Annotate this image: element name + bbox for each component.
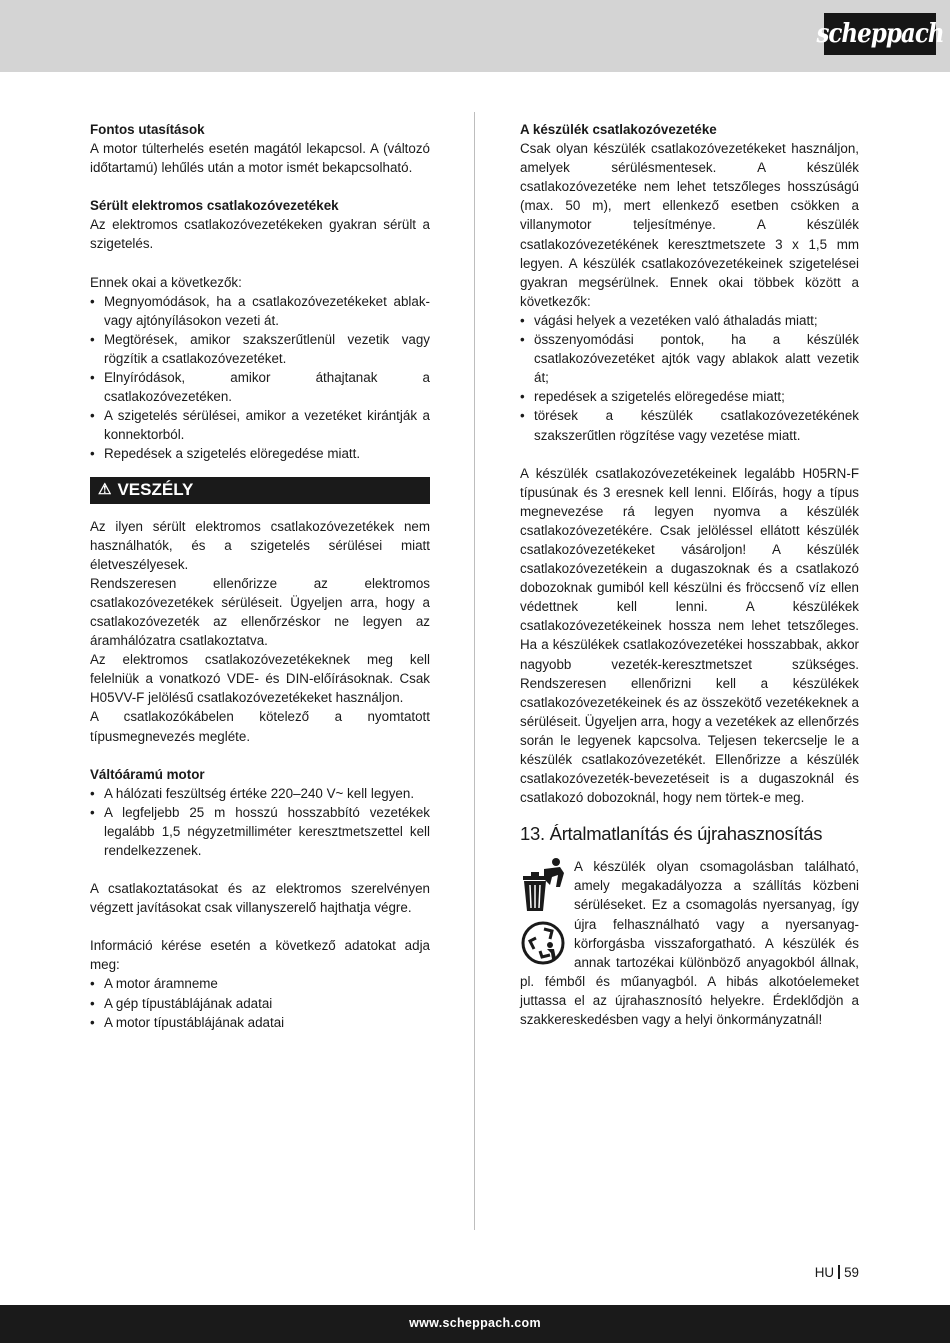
paragraph-cable-requirements: A készülék csatlakozóvezetékeinek legalább H05RN-F típusúnak és 3 eresnek kell lenni. Előírás, hogy a típus megnevezése rá legyen nyomva a készülék csatlakozóvezetékére. Csak jelöléssel ellátott készülék csatlakozóvezetékeket vásároljon! A készülék csatlakozóvezetékein a dugaszoknak és a csatlakozó dobozoknak gumiból kell készülni és fröccsenő víz ellen védettnek kell lenni. A készülékek csatlakozóvezetékeinek hossza nem lehet tetszőleges. Ha a készülékek csatlakozóvezetékei hosszabbak, akkor nagyobb vezeték-keresztmetszet szükséges. Rendszeresen ellenőrizni kell a készülékek csatlakozóvezetékeinek és az összekötő vezetékeknek a sérüléseit. Ügyeljen arra, hogy a vezetékek az ellenőrzés során le legyenek kapcsolva. Teljesen tekercselje le a készülék csatlakozóvezetékét. Ellenőrizze a készülék csatlakozóvezeték-bevezetéseit is a dugaszoknál és csatlakozó dobozoknál, hogy nem törtek-e meg. [520, 465, 859, 806]
list-item: • Megnyomódások, ha a csatlakozóvezetékeket ablak- vagy ajtónyílásokon vezeti át. [90, 292, 430, 330]
list-item: • törések a készülék csatlakozóvezetékének szakszerűtlen rögzítése vagy vezetése miatt. [520, 406, 859, 444]
footer-url[interactable]: www.scheppach.com [409, 1316, 541, 1330]
right-column [520, 120, 859, 1029]
disposal-block [520, 857, 859, 1029]
list-item: • repedések a szigetelés elöregedése miatt; [520, 387, 859, 406]
list-item: • A szigetelés sérülései, amikor a vezetéket kirántják a konnektorból. [90, 406, 430, 444]
disposal-icons [520, 857, 570, 971]
page-language: HU [814, 1265, 835, 1280]
recycling-icon [520, 919, 570, 969]
causes-list [90, 292, 430, 464]
danger-banner [90, 477, 430, 504]
list-item: • vágási helyek a vezetéken való áthaladás miatt; [520, 311, 859, 330]
page-number-value: 59 [844, 1265, 859, 1280]
list-item: • A motor áramneme [90, 974, 430, 993]
heading-important-instructions: Fontos utasítások [90, 122, 205, 137]
paragraph-disposal: A készülék olyan csomagolásban található, amely megakadályozza a szállítás közbeni sérüléseket. Ez a csomagolás nyersanyag, így újra felhasználható vagy a nyersanyag-körforgásba visszaforgatható. A készülék és annak tartozékai különböző anyagokból állnak, pl. fémből és műanyagból. A hibás alkotóelemeket juttassa el az újrahasznosító helyekre. Érdeklődjön a szakkereskedésben vagy a helyi önkormányzatnál! [520, 859, 859, 1028]
list-item: • A gép típustáblájának adatai [90, 994, 430, 1013]
waste-bin-icon [520, 857, 570, 915]
left-column [90, 120, 430, 1032]
page-separator [838, 1265, 840, 1279]
scheppach-logo [816, 13, 944, 55]
heading-ac-motor: Váltóáramú motor [90, 766, 205, 782]
danger-paragraph: Az elektromos csatlakozóvezetékeknek meg kell felelniük a vonatkozó VDE- és DIN-előírásoknak. Csak H05VV-F jelölésű csatlakozóvezetékeket használjon. [90, 652, 430, 706]
paragraph-damaged-cables: Az elektromos csatlakozóvezetékeken gyakran sérült a szigetelés. [90, 217, 430, 252]
warning-triangle-icon: ⚠ [98, 481, 112, 499]
ac-motor-list [90, 784, 430, 860]
list-item: • összenyomódási pontok, ha a készülék csatlakozóvezetéket ajtók vagy ablakok alatt vezetik át; [520, 330, 859, 387]
device-cable-list [520, 311, 859, 445]
column-divider [474, 112, 475, 1230]
list-item: • Repedések a szigetelés elöregedése miatt. [90, 444, 430, 463]
logo-text: scheppach [816, 18, 944, 50]
header-bar [0, 0, 950, 72]
section-title-disposal: 13. Ártalmatlanítás és újrahasznosítás [520, 823, 823, 845]
list-item: • A legfeljebb 25 m hosszú hosszabbító vezetékek legalább 1,5 négyzetmilliméter keresztmetszettel kell rendelkezzenek. [90, 803, 430, 860]
danger-paragraph: Az ilyen sérült elektromos csatlakozóvezetékek nem használhatók, és a szigetelés sérülései miatt életveszélyesek. [90, 518, 430, 572]
paragraph-device-cable: Csak olyan készülék csatlakozóvezetékeket használjon, amelyek sérülésmentesek. A készülék csatlakozóvezetéke nem lehet tetszőleges hosszúságú (max. 50 m), mert ellenkező esetben csökken a villanymotor teljesítménye. A készülék csatlakozóvezetékének keresztmetszete 3 x 1,5 mm legyen. A készülék csatlakozóvezetékeinek szigetelései gyakran megsérülnek. Ennek okai többek között a következők: [520, 141, 859, 309]
list-item: • Elnyíródások, amikor áthajtanak a csatlakozóvezetéken. [90, 368, 430, 406]
page-number [815, 1263, 859, 1282]
danger-label: VESZÉLY [117, 480, 194, 500]
danger-paragraph: Rendszeresen ellenőrizze az elektromos csatlakozóvezetékek sérüléseit. Ügyeljen arra, hogy a csatlakozóvezeték az ellenőrzéskor ne legyen az áramhálózatra csatlakoztatva. [90, 575, 430, 649]
list-item: • Megtörések, amikor szakszerűtlenül vezetik vagy rögzítik a csatlakozóvezetéket. [90, 330, 430, 368]
paragraph-overload: A motor túlterhelés esetén magától lekapcsol. A (változó időtartamú) lehűlés után a motor ismét bekapcsolható. [90, 141, 430, 176]
list-item: • A motor típustáblájának adatai [90, 1013, 430, 1032]
info-request-intro: Információ kérése esetén a következő adatokat adja meg: [90, 938, 430, 973]
info-request-list [90, 974, 430, 1031]
danger-paragraph: A csatlakozókábelen kötelező a nyomtatott típusmegnevezés megléte. [90, 709, 430, 744]
list-item: • A hálózati feszültség értéke 220–240 V~ kell legyen. [90, 784, 430, 803]
footer-bar [0, 1305, 950, 1343]
paragraph-electrician: A csatlakoztatásokat és az elektromos szerelvényen végzett javításokat csak villanyszerelő hajthatja végre. [90, 881, 430, 916]
heading-device-cable: A készülék csatlakozóvezetéke [520, 122, 717, 137]
causes-intro: Ennek okai a következők: [90, 274, 242, 290]
heading-damaged-cables: Sérült elektromos csatlakozóvezetékek [90, 198, 339, 214]
